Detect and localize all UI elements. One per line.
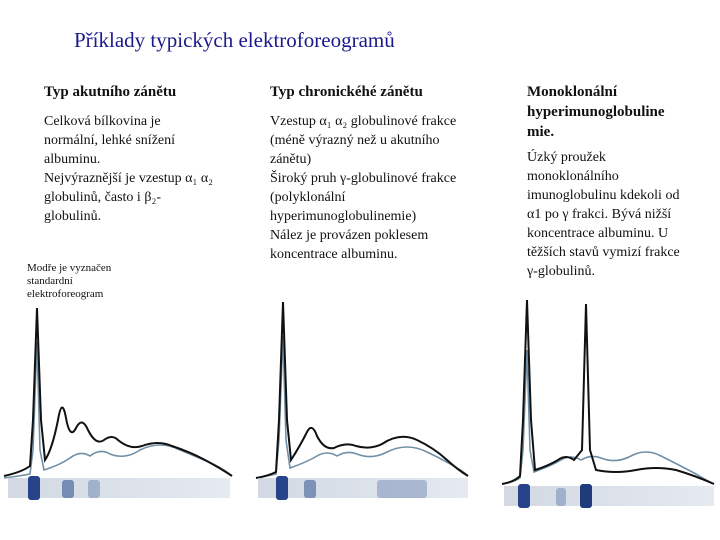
heading-line: hyperimunoglobuline [527, 104, 665, 120]
text-line: normální, lehké snížení [44, 133, 176, 148]
text-line: koncentrace albuminu. [270, 247, 398, 262]
text-line: Vzestup α₁ α₂ globulinové frakce [270, 114, 457, 129]
column-heading [527, 82, 707, 142]
albumin-band [28, 476, 40, 500]
column-description [270, 112, 500, 264]
note-line: Modře je vyznačen [27, 262, 112, 274]
text-line: koncentrace albuminu. U [527, 226, 669, 241]
electrophoreogram-monoclonal [496, 300, 718, 520]
patient-curve [502, 300, 714, 484]
text-line: globulinů. [44, 209, 102, 224]
note-line: elektroforeogram [27, 288, 104, 300]
standard-curve [256, 336, 468, 478]
albumin-band [518, 484, 530, 508]
text-line: Nejvýraznější je vzestup α₁ α₂ [44, 171, 214, 186]
text-line: hyperimunoglobulinemie) [270, 209, 417, 224]
text-line: (méně výrazný než u akutního [270, 133, 440, 148]
text-line: globulinů, často i β₂- [44, 190, 161, 205]
electrophoresis-strip [504, 486, 714, 506]
column-chronic-inflammation [270, 82, 500, 264]
column-description [527, 148, 707, 281]
text-line: Celková bílkovina je [44, 114, 161, 129]
text-line: Široký pruh γ-globulinové frakce [270, 171, 457, 186]
column-acute-inflammation [44, 82, 254, 226]
column-description [44, 112, 254, 226]
globulin-band [304, 480, 316, 498]
text-line: monoklonálního [527, 169, 619, 184]
column-heading: Typ chronickéhé zánětu [270, 84, 423, 100]
albumin-band [276, 476, 288, 500]
column-heading: Typ akutního zánětu [44, 84, 177, 100]
heading-line: mie. [527, 124, 555, 140]
text-line: těžších stavů vymizí frakce [527, 245, 680, 260]
text-line: zánětu) [270, 152, 312, 167]
text-line: albuminu. [44, 152, 101, 167]
gamma-band [377, 480, 427, 498]
globulin-band [556, 488, 566, 506]
slide-title: Příklady typických elektroforeogramů [74, 28, 395, 52]
globulin-band [88, 480, 100, 498]
text-line: Nález je provázen poklesem [270, 228, 429, 243]
electrophoresis-strip [258, 478, 468, 498]
electrophoreogram-chronic [252, 300, 472, 505]
monoclonal-band [580, 484, 592, 508]
electrophoreogram-acute [0, 300, 240, 505]
text-line: Úzký proužek [527, 150, 606, 165]
note-line: standardní [27, 275, 73, 287]
text-line: α1 po γ frakci. Bývá nižší [527, 207, 672, 222]
text-line: γ-globulinů. [527, 264, 596, 279]
heading-line: Monoklonální [527, 84, 618, 100]
globulin-band [62, 480, 74, 498]
column-monoclonal [527, 82, 707, 281]
text-line: (polyklonální [270, 190, 346, 205]
text-line: imunoglobulinu kdekoli od [527, 188, 680, 203]
legend-note [27, 262, 137, 301]
electrophoresis-strip [8, 478, 230, 498]
